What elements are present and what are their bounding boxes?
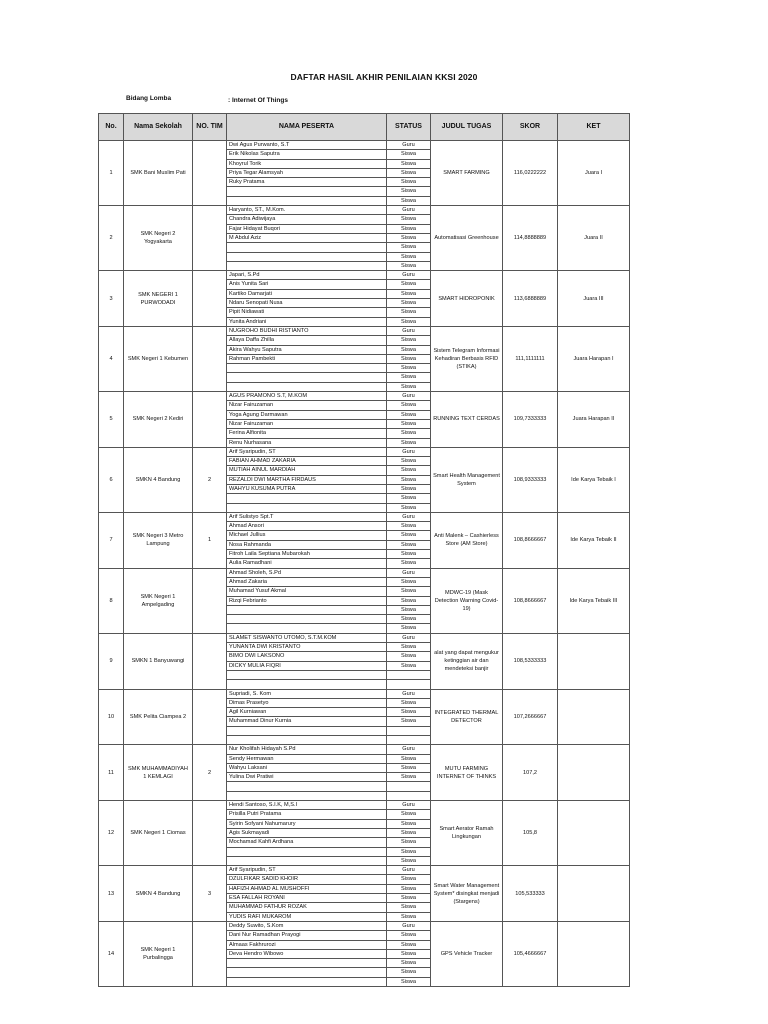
participant-status: Siswa <box>387 587 431 596</box>
school-name: SMKN 1 Banyuwangi <box>124 633 193 689</box>
participant-status: Siswa <box>387 178 431 187</box>
participant-status: Siswa <box>387 754 431 763</box>
participant-status: Siswa <box>387 596 431 605</box>
participant-name: Almaas Fakhrurozi <box>227 940 387 949</box>
task-title: Sistem Telegram Informasi Kehadiran Berbasis RFID (STIKA) <box>431 326 503 391</box>
participant-row <box>99 745 630 754</box>
task-title: Automatisasi Greenhouse <box>431 206 503 271</box>
team-number: 1 <box>193 512 227 568</box>
participant-status: Siswa <box>387 308 431 317</box>
participant-row <box>99 141 630 150</box>
participant-name: Haryanto, ST., M.Kom. <box>227 206 387 215</box>
task-title: MUTU FARMING INTERNET OF THINKS <box>431 745 503 801</box>
participant-status: Guru <box>387 326 431 335</box>
team-number <box>193 801 227 866</box>
participant-status: Siswa <box>387 419 431 428</box>
entry-number: 2 <box>99 206 124 271</box>
participant-status: Siswa <box>387 354 431 363</box>
remark <box>558 633 630 689</box>
score: 109,7333333 <box>503 392 558 448</box>
participant-status: Guru <box>387 921 431 930</box>
participant-status: Siswa <box>387 559 431 568</box>
participant-name: FABIAN AHMAD ZAKARIA <box>227 457 387 466</box>
score: 113,6888889 <box>503 271 558 327</box>
participant-row <box>99 271 630 280</box>
task-title: Anti Malenk – Cashierless Store (AM Store) <box>431 512 503 568</box>
participant-status <box>387 670 431 679</box>
team-number <box>193 568 227 633</box>
participant-status: Siswa <box>387 401 431 410</box>
entry-number: 10 <box>99 689 124 745</box>
entry-number: 13 <box>99 866 124 922</box>
header-no: No. <box>99 114 124 141</box>
participant-status: Siswa <box>387 503 431 512</box>
participant-name: Yunita Andriani <box>227 317 387 326</box>
participant-name <box>227 736 387 745</box>
participant-status: Siswa <box>387 336 431 345</box>
participant-name: Wahyu Laksani <box>227 763 387 772</box>
participant-name: Dimas Prasetyo <box>227 698 387 707</box>
participant-name <box>227 252 387 261</box>
participant-status <box>387 680 431 689</box>
participant-status: Guru <box>387 141 431 150</box>
participant-status: Siswa <box>387 577 431 586</box>
participant-name: Ahmad Sholeh, S.Pd <box>227 568 387 577</box>
participant-name <box>227 364 387 373</box>
participant-status: Siswa <box>387 373 431 382</box>
participant-status: Guru <box>387 801 431 810</box>
team-number: 3 <box>193 866 227 922</box>
participant-name: ESA FALLAH ROYANI <box>227 894 387 903</box>
participant-status: Guru <box>387 271 431 280</box>
participant-name: Prisilla Putri Pratama <box>227 810 387 819</box>
field-label: Bidang Lomba <box>126 95 172 102</box>
participant-status: Siswa <box>387 717 431 726</box>
participant-name: Yulina Dwi Pratiwi <box>227 773 387 782</box>
document-title: DAFTAR HASIL AKHIR PENILAIAN KKSI 2020 <box>290 72 478 82</box>
entry-number: 3 <box>99 271 124 327</box>
school-name: SMK Negeri 1 Ampelgading <box>124 568 193 633</box>
participant-status: Siswa <box>387 252 431 261</box>
participant-status: Siswa <box>387 345 431 354</box>
participant-status: Siswa <box>387 698 431 707</box>
participant-name: Hendi Santoso, S.I.K, M,S.I <box>227 801 387 810</box>
participant-name: Deddy Suwito, S.Kom <box>227 921 387 930</box>
team-number <box>193 633 227 689</box>
participant-name <box>227 670 387 679</box>
entry-number: 5 <box>99 392 124 448</box>
participant-status: Siswa <box>387 875 431 884</box>
school-name: SMK Negeri 3 Metro Lampung <box>124 512 193 568</box>
participant-status: Siswa <box>387 856 431 865</box>
participant-status: Siswa <box>387 382 431 391</box>
participant-status: Guru <box>387 512 431 521</box>
participant-status: Siswa <box>387 429 431 438</box>
task-title: Smart Aerator Ramah Lingkungan <box>431 801 503 866</box>
participant-status: Siswa <box>387 540 431 549</box>
entry-number: 12 <box>99 801 124 866</box>
results-body <box>99 141 630 987</box>
participant-status: Siswa <box>387 243 431 252</box>
participant-name <box>227 373 387 382</box>
participant-name <box>227 187 387 196</box>
participant-row <box>99 633 630 642</box>
task-title: RUNNING TEXT CERDAS <box>431 392 503 448</box>
participant-name: Ferina Alfionita <box>227 429 387 438</box>
score: 108,5333333 <box>503 633 558 689</box>
participant-row <box>99 206 630 215</box>
participant-name <box>227 847 387 856</box>
participant-row <box>99 801 630 810</box>
score: 108,8666667 <box>503 512 558 568</box>
header-status: STATUS <box>387 114 431 141</box>
entry-number: 8 <box>99 568 124 633</box>
task-title: GPS Vehicle Tracker <box>431 921 503 986</box>
school-name: SMK Negeri 2 Kediri <box>124 392 193 448</box>
results-table <box>98 113 630 987</box>
participant-status <box>387 782 431 791</box>
participant-status: Siswa <box>387 959 431 968</box>
score: 108,8666667 <box>503 568 558 633</box>
participant-status: Siswa <box>387 215 431 224</box>
participant-row <box>99 392 630 401</box>
task-title: Smart Water Management System* disingkat menjadi (Stargens) <box>431 866 503 922</box>
participant-name: Supriadi, S. Kom <box>227 689 387 698</box>
participant-status <box>387 791 431 800</box>
participant-name: Ruky Pratama <box>227 178 387 187</box>
team-number <box>193 392 227 448</box>
participant-name: DICKY MULIA FIQRI <box>227 661 387 670</box>
participant-name <box>227 243 387 252</box>
participant-status: Siswa <box>387 968 431 977</box>
header-judul-tugas: JUDUL TUGAS <box>431 114 503 141</box>
participant-status: Siswa <box>387 159 431 168</box>
participant-status: Siswa <box>387 773 431 782</box>
participant-name: Akira Wahyu Saputra <box>227 345 387 354</box>
participant-name: YUNANTA DWI KRISTANTO <box>227 643 387 652</box>
participant-name: Chandra Adiwijaya <box>227 215 387 224</box>
participant-name: Muhammad Dinur Kurnia <box>227 717 387 726</box>
participant-status: Siswa <box>387 261 431 270</box>
participant-status: Guru <box>387 745 431 754</box>
participant-name: Sendy Hermawan <box>227 754 387 763</box>
participant-name: Pipit Nidiawati <box>227 308 387 317</box>
participant-name: WAHYU KUSUMA PUTRA <box>227 484 387 493</box>
participant-name: Arif Syaripudin, ST <box>227 447 387 456</box>
participant-name: Nizar Fairuzaman <box>227 419 387 428</box>
participant-name: Nizar Fairuzaman <box>227 401 387 410</box>
participant-row <box>99 689 630 698</box>
participant-status: Siswa <box>387 940 431 949</box>
participant-status: Siswa <box>387 364 431 373</box>
task-title: Smart Health Management System <box>431 447 503 512</box>
score: 111,1111111 <box>503 326 558 391</box>
school-name: SMK Bani Muslim Pati <box>124 141 193 206</box>
participant-name: Agis Sukmayadi <box>227 828 387 837</box>
team-number <box>193 141 227 206</box>
header-skor: SKOR <box>503 114 558 141</box>
remark: Juara Harapan I <box>558 326 630 391</box>
task-title: SMART FARMING <box>431 141 503 206</box>
remark <box>558 921 630 986</box>
remark: Ide Karya Tebaik II <box>558 512 630 568</box>
participant-name <box>227 624 387 633</box>
participant-row <box>99 447 630 456</box>
participant-status: Siswa <box>387 838 431 847</box>
task-title: INTEGRATED THERMAL DETECTOR <box>431 689 503 745</box>
team-number <box>193 206 227 271</box>
participant-name <box>227 382 387 391</box>
participant-name: Agil Kurniawan <box>227 708 387 717</box>
header-ket: KET <box>558 114 630 141</box>
participant-status: Siswa <box>387 457 431 466</box>
school-name: SMKN 4 Bandung <box>124 866 193 922</box>
participant-name: Dwi Agus Purwanto, S.T <box>227 141 387 150</box>
participant-status: Siswa <box>387 810 431 819</box>
participant-row <box>99 512 630 521</box>
participant-name <box>227 782 387 791</box>
participant-status: Siswa <box>387 550 431 559</box>
participant-status: Siswa <box>387 224 431 233</box>
remark <box>558 801 630 866</box>
participant-status: Guru <box>387 447 431 456</box>
participant-name: Fitroh Laila Septiana Mubarokah <box>227 550 387 559</box>
participant-name: Ndaru Senopati Nusa <box>227 299 387 308</box>
school-name: SMK Pelita Ciampea 2 <box>124 689 193 745</box>
participant-status: Siswa <box>387 289 431 298</box>
participant-status: Guru <box>387 568 431 577</box>
remark: Juara Harapan II <box>558 392 630 448</box>
entry-number: 4 <box>99 326 124 391</box>
participant-status: Siswa <box>387 903 431 912</box>
participant-name: Mochamad Kahfi Ardhana <box>227 838 387 847</box>
participant-name: Arif Sulistyo Spt.T <box>227 512 387 521</box>
participant-row <box>99 568 630 577</box>
participant-status: Siswa <box>387 708 431 717</box>
score: 107,2666667 <box>503 689 558 745</box>
participant-status: Siswa <box>387 410 431 419</box>
participant-status: Siswa <box>387 931 431 940</box>
team-number: 2 <box>193 447 227 512</box>
participant-name: Erik Nikolas Saputra <box>227 150 387 159</box>
participant-name: M Abdul Aziz <box>227 233 387 242</box>
participant-name: Allaya Daffa Zhilla <box>227 336 387 345</box>
participant-status: Siswa <box>387 819 431 828</box>
participant-name <box>227 968 387 977</box>
participant-name: Muhamad Yusuf Akmal <box>227 587 387 596</box>
participant-name <box>227 261 387 270</box>
participant-status: Siswa <box>387 643 431 652</box>
participant-name: BIMO DWI LAKSONO <box>227 652 387 661</box>
participant-name: Ahmad Ansori <box>227 522 387 531</box>
participant-status: Guru <box>387 633 431 642</box>
participant-status: Siswa <box>387 949 431 958</box>
school-name: SMK Negeri 1 Ciomas <box>124 801 193 866</box>
participant-status <box>387 736 431 745</box>
participant-status: Guru <box>387 689 431 698</box>
participant-name: Arif Syaripudin, ST <box>227 866 387 875</box>
score: 114,8888889 <box>503 206 558 271</box>
entry-number: 11 <box>99 745 124 801</box>
entry-number: 6 <box>99 447 124 512</box>
school-name: SMK MUHAMMADIYAH 1 KEMLAGI <box>124 745 193 801</box>
participant-name: YUDIS RAFI MUKAROM <box>227 912 387 921</box>
remark: Juara III <box>558 271 630 327</box>
participant-status: Siswa <box>387 894 431 903</box>
participant-row <box>99 866 630 875</box>
participant-status: Guru <box>387 866 431 875</box>
field-value: : Internet Of Things <box>228 97 288 104</box>
header-no-tim: NO. TIM <box>193 114 227 141</box>
participant-status: Siswa <box>387 828 431 837</box>
team-number: 2 <box>193 745 227 801</box>
participant-name <box>227 726 387 735</box>
entry-number: 7 <box>99 512 124 568</box>
participant-row <box>99 921 630 930</box>
participant-name: MUHAMMAD FATHUR ROZAK <box>227 903 387 912</box>
participant-name: Khoyrul Torik <box>227 159 387 168</box>
remark: Juara II <box>558 206 630 271</box>
participant-name: Aulia Ramadhani <box>227 559 387 568</box>
score: 116,0222222 <box>503 141 558 206</box>
participant-name: Dani Nur Ramadhan Prayogi <box>227 931 387 940</box>
participant-name: REZALDI DWI MARTHA FIRDAUS <box>227 475 387 484</box>
team-number <box>193 271 227 327</box>
participant-name: Japari, S.Pd <box>227 271 387 280</box>
participant-name <box>227 680 387 689</box>
participant-status: Siswa <box>387 615 431 624</box>
score: 108,9333333 <box>503 447 558 512</box>
participant-name: SLAMET SISWANTO UTOMO, S.T.M.KOM <box>227 633 387 642</box>
participant-status: Siswa <box>387 531 431 540</box>
task-title: SMART HIDROPONIK <box>431 271 503 327</box>
participant-name: Michael Jullius <box>227 531 387 540</box>
participant-name <box>227 791 387 800</box>
participant-status: Siswa <box>387 484 431 493</box>
participant-status: Siswa <box>387 624 431 633</box>
participant-name: Anis Yunita Sari <box>227 280 387 289</box>
header-nama-sekolah: Nama Sekolah <box>124 114 193 141</box>
participant-status: Siswa <box>387 522 431 531</box>
remark <box>558 745 630 801</box>
entry-number: 14 <box>99 921 124 986</box>
participant-status: Guru <box>387 206 431 215</box>
participant-status: Siswa <box>387 317 431 326</box>
participant-name <box>227 503 387 512</box>
participant-status: Siswa <box>387 233 431 242</box>
school-name: SMK Negeri 1 Purbalingga <box>124 921 193 986</box>
participant-name: Deva Hendro Wibowo <box>227 949 387 958</box>
participant-status: Siswa <box>387 884 431 893</box>
participant-status: Siswa <box>387 912 431 921</box>
entry-number: 9 <box>99 633 124 689</box>
participant-status: Siswa <box>387 280 431 289</box>
entry-number: 1 <box>99 141 124 206</box>
header-nama-peserta: NAMA PESERTA <box>227 114 387 141</box>
participant-status: Siswa <box>387 475 431 484</box>
participant-status: Siswa <box>387 605 431 614</box>
participant-status: Siswa <box>387 299 431 308</box>
score: 105,8 <box>503 801 558 866</box>
participant-name: MUTIAH AINUL MARDIAH <box>227 466 387 475</box>
participant-name: HAFIZH AHMAD AL MUSHOFFI <box>227 884 387 893</box>
participant-row <box>99 326 630 335</box>
participant-name <box>227 605 387 614</box>
participant-name <box>227 856 387 865</box>
header-row <box>99 114 630 141</box>
participant-status: Siswa <box>387 168 431 177</box>
participant-status: Siswa <box>387 652 431 661</box>
participant-status: Siswa <box>387 438 431 447</box>
participant-name: Priya Tegar Alamsyah <box>227 168 387 177</box>
participant-name: Rizqi Febrianto <box>227 596 387 605</box>
participant-name: AGUS PRAMONO S.T, M.KOM <box>227 392 387 401</box>
remark: Ide Karya Tebaik I <box>558 447 630 512</box>
remark <box>558 689 630 745</box>
participant-name <box>227 196 387 205</box>
participant-status: Siswa <box>387 847 431 856</box>
team-number <box>193 326 227 391</box>
school-name: SMK NEGERI 1 PURWODADI <box>124 271 193 327</box>
participant-name: Renu Nurhasana <box>227 438 387 447</box>
score: 107,2 <box>503 745 558 801</box>
participant-name: Nosa Rahmanda <box>227 540 387 549</box>
participant-status: Siswa <box>387 466 431 475</box>
participant-status: Siswa <box>387 763 431 772</box>
score: 105,533333 <box>503 866 558 922</box>
participant-status: Guru <box>387 392 431 401</box>
task-title: MDWC-19 (Mask Detection Warning Covid-19) <box>431 568 503 633</box>
team-number <box>193 689 227 745</box>
participant-name: Kartiko Damarjati <box>227 289 387 298</box>
participant-status: Siswa <box>387 661 431 670</box>
remark: Juara I <box>558 141 630 206</box>
school-name: SMK Negeri 1 Kebumen <box>124 326 193 391</box>
participant-status: Siswa <box>387 187 431 196</box>
participant-name <box>227 977 387 986</box>
participant-name <box>227 615 387 624</box>
school-name: SMK Negeri 2 Yogyakarta <box>124 206 193 271</box>
participant-name <box>227 959 387 968</box>
participant-status: Siswa <box>387 150 431 159</box>
participant-name: Ahmad Zakaria <box>227 577 387 586</box>
participant-name: Yoga Agung Darmawan <box>227 410 387 419</box>
participant-status: Siswa <box>387 977 431 986</box>
participant-name: Syirin Sofyani Nahumarury <box>227 819 387 828</box>
score: 105,4666667 <box>503 921 558 986</box>
participant-name: Rahman Pambekti <box>227 354 387 363</box>
participant-status: Siswa <box>387 196 431 205</box>
participant-name: NUGROHO BUDHI RISTIANTO <box>227 326 387 335</box>
task-title: alat yang dapat mengukur ketinggian air dan mendeteksi banjir <box>431 633 503 689</box>
remark: Ide Karya Tebaik III <box>558 568 630 633</box>
team-number <box>193 921 227 986</box>
participant-name: Nur Kholifah Hidayah S.Pd <box>227 745 387 754</box>
participant-name: Fajar Hidayat Buqori <box>227 224 387 233</box>
participant-name <box>227 494 387 503</box>
participant-status <box>387 726 431 735</box>
school-name: SMKN 4 Bandung <box>124 447 193 512</box>
participant-status: Siswa <box>387 494 431 503</box>
remark <box>558 866 630 922</box>
participant-name: DZULFIKAR SADID KHOIR <box>227 875 387 884</box>
